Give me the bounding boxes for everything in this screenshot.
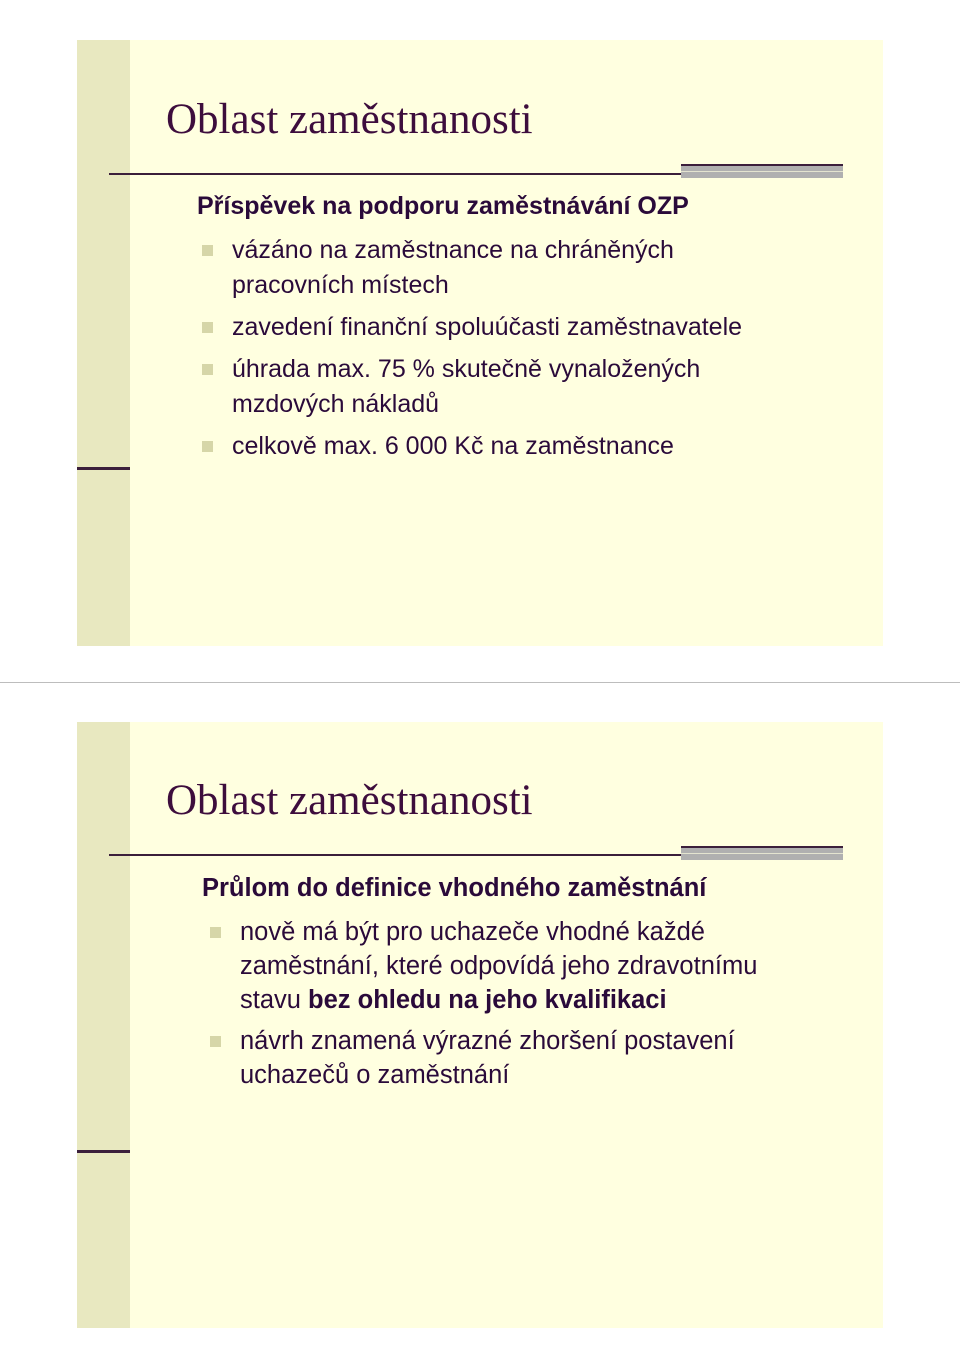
slide-side-band: [77, 40, 130, 646]
bullet-text-line: vázáno na zaměstnance na chráněných: [232, 236, 674, 264]
bullet-emphasis: bez ohledu na jeho kvalifikaci: [308, 986, 667, 1014]
slide-heading: Příspěvek na podporu zaměstnávání OZP: [197, 192, 689, 220]
bullet-text-line: návrh znamená výrazné zhoršení postavení: [240, 1027, 735, 1055]
title-rule: [109, 173, 764, 175]
bullet-text-line: uchazečů o zaměstnání: [240, 1061, 510, 1089]
slide-1: [77, 40, 883, 646]
bullet-item: [202, 233, 822, 303]
page-divider: [0, 682, 960, 683]
bullet-text-line: zaměstnání, které odpovídá jeho zdravotnímu: [240, 952, 758, 980]
slide-side-band: [77, 722, 130, 1328]
slide-title: Oblast zaměstnanosti: [166, 96, 533, 143]
square-bullet-icon: [202, 364, 213, 375]
bullet-item: [202, 310, 822, 345]
side-band-marker: [77, 467, 130, 470]
bullet-list: [202, 233, 822, 471]
square-bullet-icon: [202, 322, 213, 333]
side-band-marker: [77, 1150, 130, 1153]
bullet-item: [202, 352, 822, 422]
title-rule-accent: [681, 846, 843, 860]
bullet-list: [210, 915, 850, 1099]
bullet-item: [202, 429, 822, 464]
bullet-text-line: stavu: [240, 986, 309, 1014]
square-bullet-icon: [202, 441, 213, 452]
bullet-item: [210, 915, 850, 1017]
square-bullet-icon: [210, 927, 221, 938]
bullet-text-line: pracovních místech: [232, 271, 449, 299]
slide-2: [77, 722, 883, 1328]
bullet-text-line: zavedení finanční spoluúčasti zaměstnavatele: [232, 313, 743, 341]
bullet-text-line: celkově max. 6 000 Kč na zaměstnance: [232, 432, 674, 460]
slide-heading: Průlom do definice vhodného zaměstnání: [202, 874, 707, 902]
bullet-text-line: úhrada max. 75 % skutečně vynaložených: [232, 355, 701, 383]
bullet-item: [210, 1024, 850, 1092]
slide-title: Oblast zaměstnanosti: [166, 777, 533, 824]
title-rule: [109, 854, 764, 856]
bullet-text-line: nově má být pro uchazeče vhodné každé: [240, 918, 705, 946]
bullet-text-line: mzdových nákladů: [232, 390, 440, 418]
title-rule-accent: [681, 164, 843, 178]
square-bullet-icon: [202, 245, 213, 256]
square-bullet-icon: [210, 1036, 221, 1047]
